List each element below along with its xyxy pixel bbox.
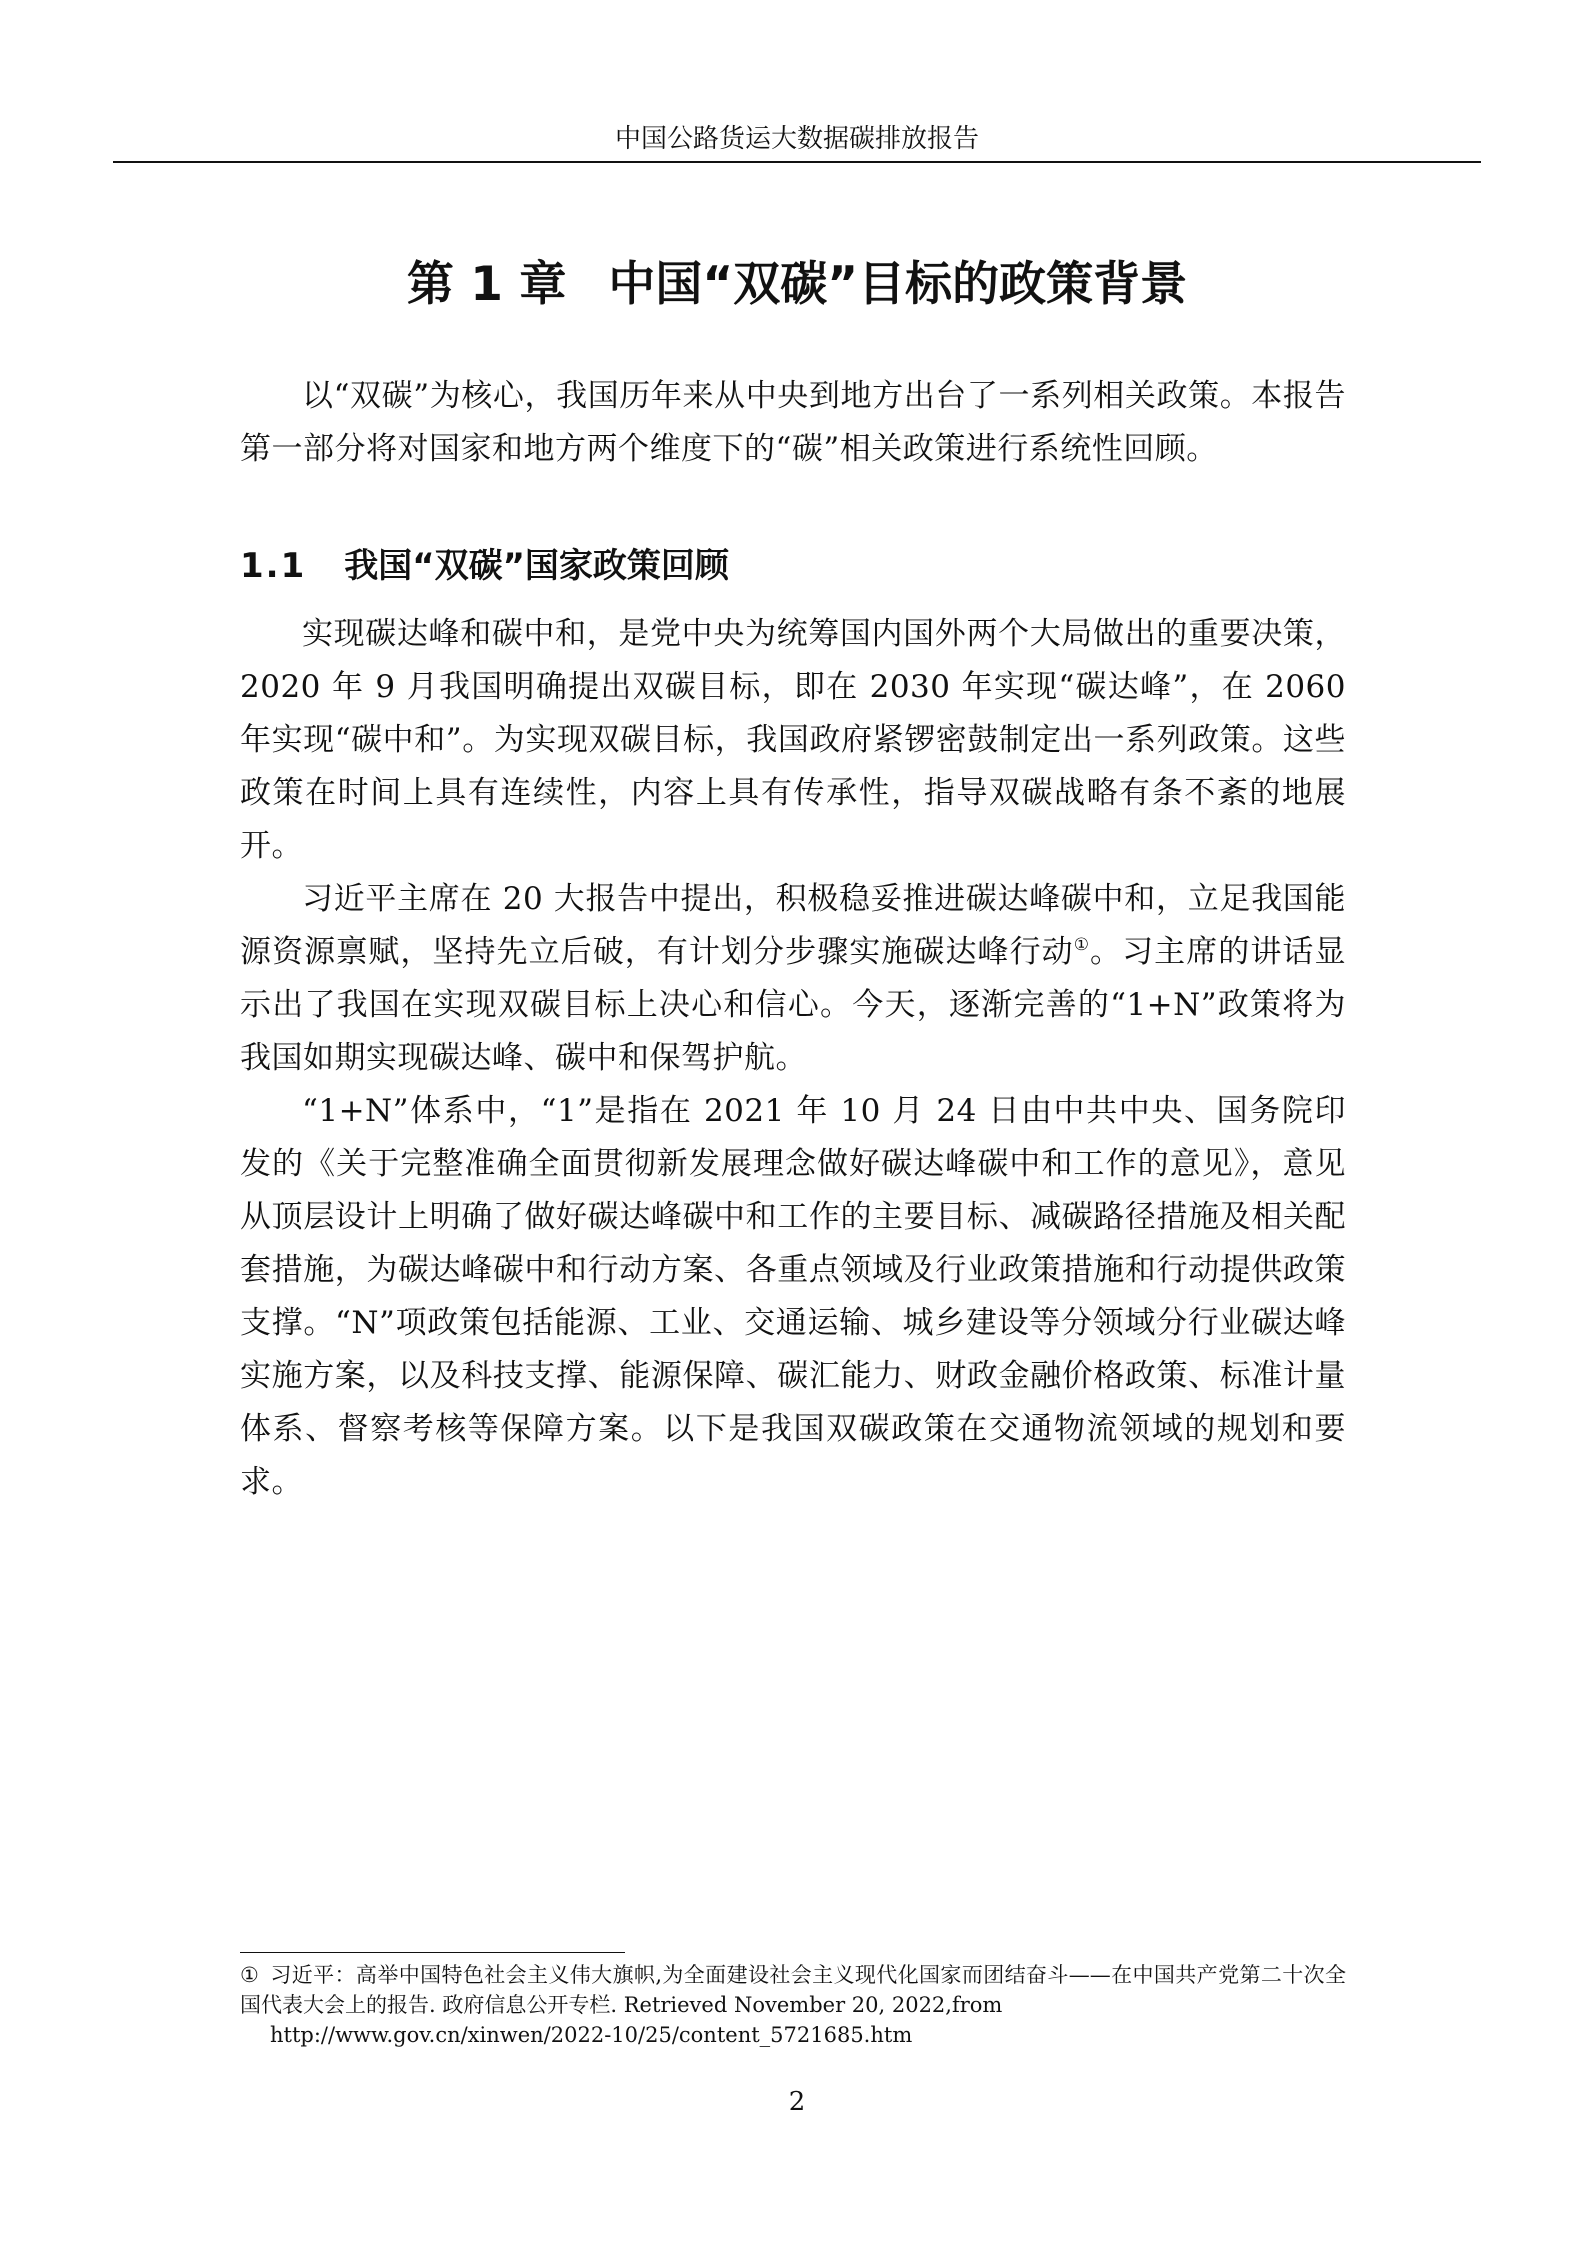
footnote-reference-mark[interactable]: ① [1073, 935, 1091, 955]
chapter-number: 第 1 章 [406, 257, 567, 312]
body-paragraph-2-text-a: 习近平主席在 20 大报告中提出，积极稳妥推进碳达峰碳中和，立足我国能源资源禀赋，坚持先立后破，有计划分步骤实施碳达峰行动 [240, 881, 1346, 970]
section-number: 1.1 [240, 546, 307, 586]
footnote-url[interactable]: http://www.gov.cn/xinwen/2022-10/25/content_5721685.htm [270, 2023, 913, 2047]
intro-block [240, 370, 1346, 476]
footnote-rule [240, 1952, 625, 1953]
running-header: 中国公路货运大数据碳排放报告 [614, 124, 979, 154]
footnote-text: 习近平：高举中国特色社会主义伟大旗帜,为全面建设社会主义现代化国家而团结奋斗——在中国共产党第二十次全国代表大会上的报告. 政府信息公开专栏. Retrieved November 20, 2022,from [240, 1963, 1346, 2017]
page-number: 2 [788, 2087, 806, 2117]
body-paragraph-1: 实现碳达峰和碳中和，是党中央为统筹国内国外两个大局做出的重要决策，2020 年 9 月我国明确提出双碳目标，即在 2030 年实现“碳达峰”，在 2060 年实现“碳中和”。为实现双碳目标，我国政府紧锣密鼓制定出一系列政策。这些政策在时间上具有连续性，内容上具有传承性，指导双碳战略有条不紊的地展开。 [240, 616, 1346, 864]
intro-paragraph: 以“双碳”为核心，我国历年来从中央到地方出台了一系列相关政策。本报告第一部分将对国家和地方两个维度下的“碳”相关政策进行系统性回顾。 [240, 378, 1346, 467]
chapter-title [113, 250, 1481, 320]
footnote-mark: ① [240, 1963, 259, 1987]
chapter-title-text: 中国“双碳”目标的政策背景 [608, 257, 1188, 312]
body-paragraph-2 [240, 873, 1346, 1085]
section-title: 我国“双碳”国家政策回顾 [344, 546, 729, 586]
section-heading [240, 536, 729, 596]
body-paragraph-2-text-b: 。习主席的讲话显示出了我国在实现双碳目标上决心和信心。今天，逐渐完善的“1+N”政策将为我国如期实现碳达峰、碳中和保驾护航。 [240, 934, 1346, 1076]
body-paragraph-3: “1+N”体系中，“1”是指在 2021 年 10 月 24 日由中共中央、国务院印发的《关于完整准确全面贯彻新发展理念做好碳达峰碳中和工作的意见》，意见从顶层设计上明确了做好碳达峰碳中和工作的主要目标、减碳路径措施及相关配套措施，为碳达峰碳中和行动方案、各重点领域及行业政策措施和行动提供政策支撑。“N”项政策包括能源、工业、交通运输、城乡建设等分领域分行业碳达峰实施方案，以及科技支撑、能源保障、碳汇能力、财政金融价格政策、标准计量体系、督察考核等保障方案。以下是我国双碳政策在交通物流领域的规划和要求。 [240, 1093, 1346, 1500]
header-rule [113, 161, 1481, 163]
section-body [240, 608, 1346, 1509]
footnote [240, 1960, 1346, 2050]
